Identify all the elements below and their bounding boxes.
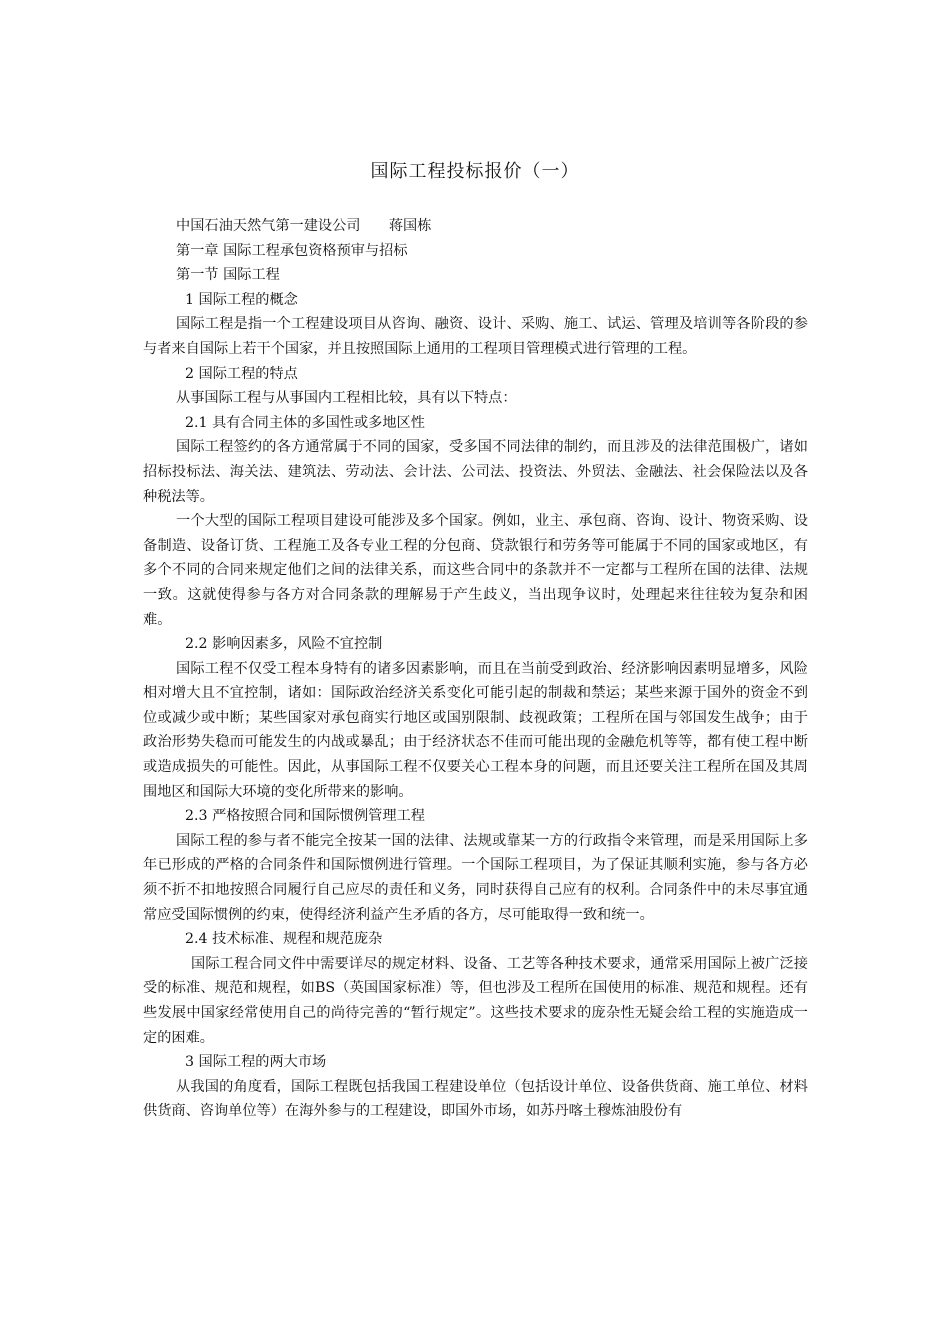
body-paragraph: 一个大型的国际工程项目建设可能涉及多个国家。例如，业主、承包商、咨询、设计、物资采购、设备制造、设备订货、工程施工及各专业工程的分包商、贷款银行和劳务等可能属于不同的国家或地区，有多个不同的合同来规定他们之间的法律关系，而这些合同中的条款并不一定都与工程所在国的法律、法规一致。这就使得参与各方对合同条款的理解易于产生歧义，当出现争议时，处理起来往往较为复杂和困难。 <box>143 513 808 628</box>
document-body <box>143 214 808 1124</box>
body-paragraph: 国际工程签约的各方通常属于不同的国家，受多国不同法律的制约，而且涉及的法律范围极广，诸如招标投标法、海关法、建筑法、劳动法、会计法、公司法、投资法、外贸法、金融法、社会保险法以及各种税法等。 <box>143 439 808 505</box>
section-heading: 第一节 国际工程 <box>176 267 280 284</box>
subsection-heading: 3 国际工程的两大市场 <box>185 1054 327 1071</box>
body-paragraph: 国际工程不仅受工程本身特有的诸多因素影响，而且在当前受到政治、经济影响因素明显增多，风险相对增大且不宜控制，诸如：国际政治经济关系变化可能引起的制裁和禁运；某些来源于国外的资金不到位或减少或中断；某些国家对承包商实行地区或国别限制、歧视政策；工程所在国与邻国发生战争；由于政治形势失稳而可能发生的内战或暴乱；由于经济状态不佳而可能出现的金融危机等等，都有使工程中断或造成损失的可能性。因此，从事国际工程不仅要关心工程本身的问题，而且还要关注工程所在国及其周围地区和国际大环境的变化所带来的影响。 <box>143 660 808 800</box>
subsection-heading: 1 国际工程的概念 <box>185 291 298 308</box>
body-paragraph: 国际工程合同文件中需要详尽的规定材料、设备、工艺等各种技术要求，通常采用国际上被广泛接受的标准、规范和规程，如BS（英国国家标准）等，但也涉及工程所在国使用的标准、规范和规程。还有些发展中国家经常使用自己的尚待完善的“暂行规定”。这些技术要求的庞杂性无疑会给工程的实施造成一定的困难。 <box>143 955 808 1046</box>
body-paragraph: 国际工程的参与者不能完全按某一国的法律、法规或靠某一方的行政指令来管理，而是采用国际上多年已形成的严格的合同条件和国际惯例进行管理。一个国际工程项目，为了保证其顺利实施，参与各方必须不折不扣地按照合同履行自己应尽的责任和义务，同时获得自己应有的权利。合同条件中的未尽事宜通常应受国际惯例的约束，使得经济利益产生矛盾的各方，尽可能取得一致和统一。 <box>143 832 808 923</box>
document-title: 国际工程投标报价（一） <box>370 161 580 182</box>
body-paragraph: 国际工程是指一个工程建设项目从咨询、融资、设计、采购、施工、试运、管理及培训等各阶段的参与者来自国际上若干个国家，并且按照国际上通用的工程项目管理模式进行管理的工程。 <box>143 316 808 357</box>
body-paragraph: 从我国的角度看，国际工程既包括我国工程建设单位（包括设计单位、设备供货商、施工单位、材料供货商、咨询单位等）在海外参与的工程建设，即国外市场，如苏丹喀土穆炼油股份有 <box>143 1078 808 1120</box>
author-line: 中国石油天然气第一建设公司 蒋国栋 <box>176 218 432 234</box>
subsection-heading: 2.4 技术标准、规程和规范庞杂 <box>185 931 383 948</box>
body-paragraph: 从事国际工程与从事国内工程相比较，具有以下特点： <box>176 390 517 407</box>
chapter-heading: 第一章 国际工程承包资格预审与招标 <box>176 242 408 259</box>
subsection-heading: 2.3 严格按照合同和国际惯例管理工程 <box>185 808 425 825</box>
subsection-heading: 2.2 影响因素多，风险不宜控制 <box>185 636 383 653</box>
subsection-heading: 2.1 具有合同主体的多国性或多地区性 <box>185 414 425 431</box>
subsection-heading: 2 国际工程的特点 <box>185 365 298 382</box>
